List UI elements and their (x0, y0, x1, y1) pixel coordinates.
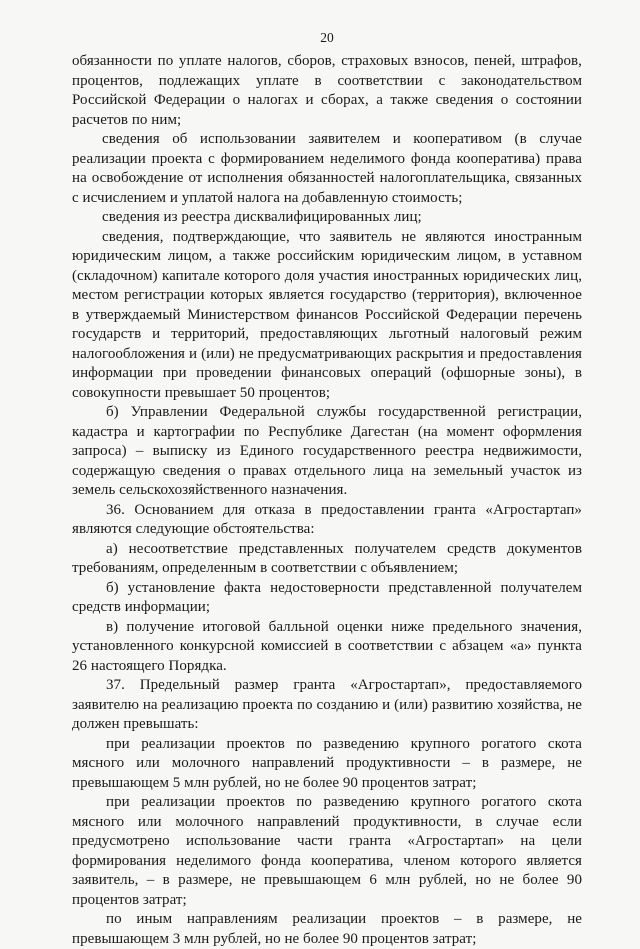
paragraph-foreign-entity: сведения, подтверждающие, что заявитель не являются иностранным юридическим лицом, а также российским юридическим лицом, в уставном (складочном) капитале которого доля участия иностранных юридических лиц, местом регистрации которых является государство (территория), включенное в утверждаемый Министерством финансов Российской Федерации перечень государств и территорий, предоставляющих льготный налоговый режим налогообложения и (или) не предусматривающих раскрытия и предоставления информации при проведении финансовых операций (офшорные зоны), в совокупности превышает 50 процентов; (72, 228, 582, 401)
paragraph-clause-37-cattle-coop: при реализации проектов по разведению крупного рогатого скота мясного или молочного направлений продуктивности, в случае если предусмотрено использование части гранта «Агростартап» на цели формирования неделимого фонда кооператива, членом которого является заявитель, – в размере, не превышающем 6 млн рублей, но не более 90 процентов затрат; (72, 794, 582, 908)
paragraph-tax-obligations: обязанности по уплате налогов, сборов, страховых взносов, пеней, штрафов, процентов, подлежащих уплате в соответствии с законодательством Российской Федерации о налогах и сборах, а также сведения о состоянии расчетов по ним; (72, 53, 582, 128)
paragraph-clause-36-a: а) несоответствие представленных получателем средств документов требованиям, определенным в соответствии с объявлением; (72, 540, 582, 576)
paragraph-item-b-rosreestr: б) Управлении Федеральной службы государственной регистрации, кадастра и картографии по Республике Дагестан (на момент оформления запроса) – выписку из Единого государственного реестра недвижимости, содержащую сведения о правах отдельного лица на земельный участок из земель сельскохозяйственного назначения. (72, 404, 582, 498)
paragraph-clause-37-cattle: при реализации проектов по разведению крупного рогатого скота мясного или молочного направлений продуктивности – в размере, не превышающем 5 млн рублей, но не более 90 процентов затрат; (72, 735, 582, 791)
paragraph-clause-36-b: б) установление факта недостоверности представленной получателем средств информации; (72, 579, 582, 615)
paragraph-clause-36-c: в) получение итоговой балльной оценки ниже предельного значения, установленного конкурсной комиссией в соответствии с абзацем «а» пункта 26 настоящего Порядка. (72, 618, 582, 674)
paragraph-clause-37-other: по иным направлениям реализации проектов – в размере, не превышающем 3 млн рублей, но не более 90 процентов затрат; (72, 911, 582, 947)
page-number: 20 (320, 30, 334, 45)
paragraph-disqualified-registry: сведения из реестра дисквалифицированных лиц; (102, 209, 422, 225)
paragraph-clause-36: 36. Основанием для отказа в предоставлении гранта «Агростартап» являются следующие обстоятельства: (72, 501, 582, 537)
paragraph-clause-37: 37. Предельный размер гранта «Агростартап», предоставляемого заявителю на реализацию проекта по созданию и (или) развитию хозяйства, не должен превышать: (72, 677, 582, 732)
paragraph-vat-exemption: сведения об использовании заявителем и кооперативом (в случае реализации проекта с формированием неделимого фонда кооператива) права на освобождение от исполнения обязанностей налогоплательщика, связанных с исчислением и уплатой налога на добавленную стоимость; (72, 131, 582, 206)
